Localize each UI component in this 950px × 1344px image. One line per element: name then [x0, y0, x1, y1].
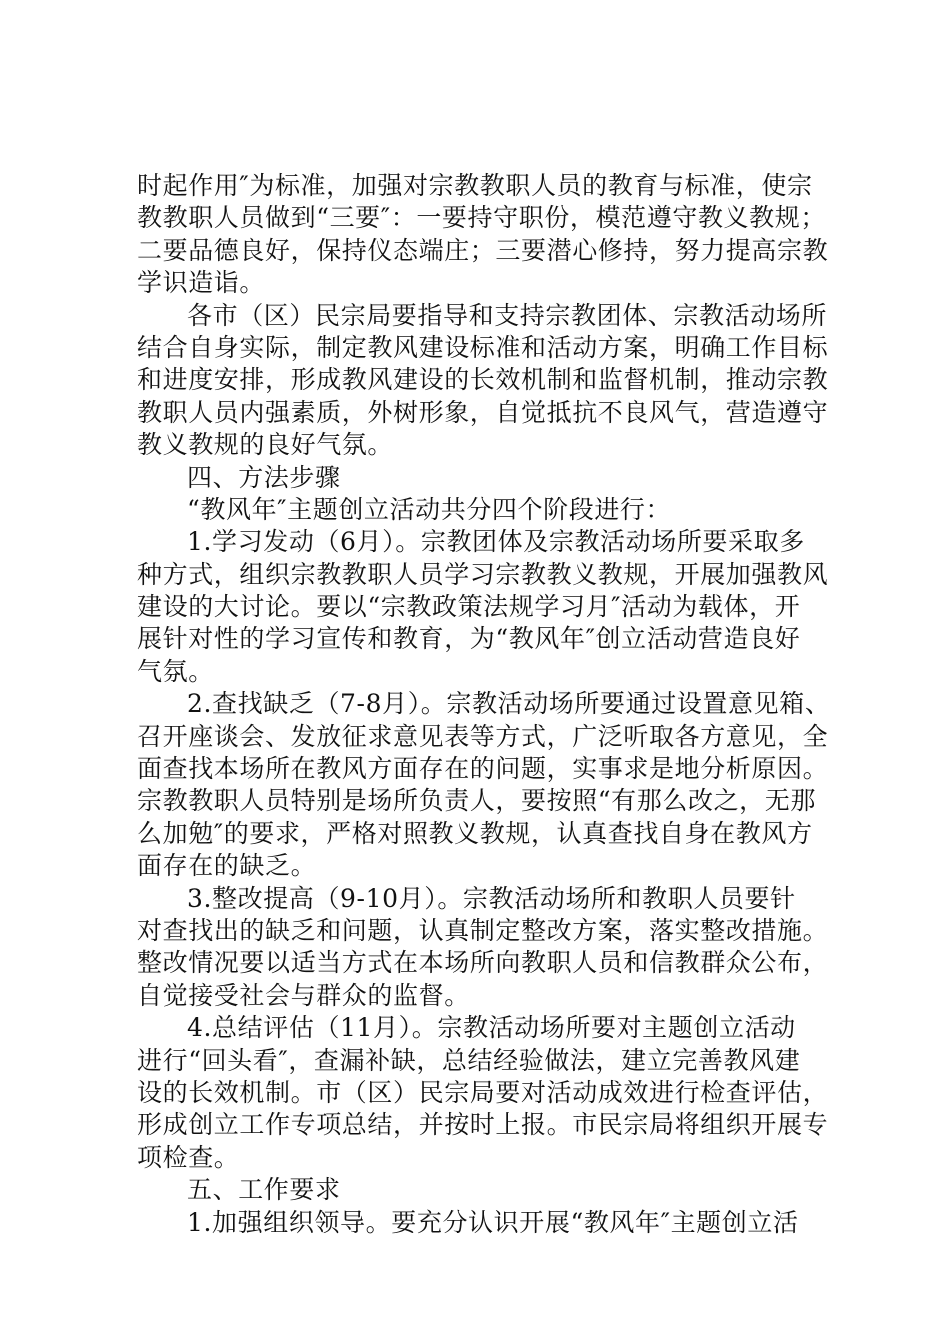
text-line: 么加勉″的要求，严格对照教义教规，认真查找自身在教风方: [137, 818, 813, 848]
text-line: 种方式，组织宗教教职人员学习宗教教义教规，开展加强教风: [137, 559, 829, 589]
text-line: 项检查。: [137, 1142, 240, 1172]
text-line: 教义教规的良好气氛。: [137, 430, 394, 460]
text-line: 进行“回头看″，查漏补缺，总结经验做法，建立完善教风建: [137, 1045, 801, 1075]
text-line: 宗教教职人员特别是场所负责人，要按照“有那么改之，无那: [137, 786, 816, 816]
text-line: 结合自身实际，制定教风建设标准和活动方案，明确工作目标: [137, 332, 829, 362]
text-line: 教教职人员做到“三要″：一要持守职份，模范遵守教义教规；: [137, 203, 826, 233]
text-line: 面存在的缺乏。: [137, 851, 317, 881]
paragraph-first-line: 3.整改提高（9-10月）。宗教活动场所和教职人员要针: [187, 883, 796, 913]
paragraph-first-line: 1.学习发动（6月）。宗教团体及宗教活动场所要采取多: [187, 527, 805, 557]
text-line: 教职人员内强素质，外树形象，自觉抵抗不良风气，营造遵守: [137, 397, 829, 427]
paragraph-first-line: 2.查找缺乏（7-8月）。宗教活动场所要通过设置意见箱、: [187, 689, 831, 719]
text-line: 设的长效机制。市（区）民宗局要对活动成效进行检查评估，: [137, 1077, 829, 1107]
text-line: 形成创立工作专项总结，并按时上报。市民宗局将组织开展专: [137, 1110, 829, 1140]
text-line: 时起作用″为标准，加强对宗教教职人员的教育与标准，使宗: [137, 171, 813, 200]
paragraph-first-line: 五、工作要求: [187, 1175, 341, 1205]
text-line: 建设的大讨论。要以“宗教政策法规学习月″活动为载体，开: [137, 592, 801, 622]
text-line: 召开座谈会、发放征求意见表等方式，广泛听取各方意见，全: [137, 721, 829, 751]
paragraph-first-line: 四、方法步骤: [187, 462, 341, 492]
paragraph-first-line: 各市（区）民宗局要指导和支持宗教团体、宗教活动场所: [187, 300, 828, 330]
document-body: [137, 170, 831, 1239]
text-line: 面查找本场所在教风方面存在的问题，实事求是地分析原因。: [137, 754, 829, 784]
text-line: 和进度安排，形成教风建设的长效机制和监督机制，推动宗教: [137, 365, 829, 395]
text-line: 整改情况要以适当方式在本场所向教职人员和信教群众公布，: [137, 948, 829, 978]
text-line: 自觉接受社会与群众的监督。: [137, 980, 470, 1010]
text-line: 二要品德良好，保持仪态端庄；三要潜心修持，努力提高宗教: [137, 235, 829, 265]
text-line: 展针对性的学习宣传和教育，为“教风年″创立活动营造良好: [137, 624, 801, 654]
text-line: 气氛。: [137, 656, 214, 686]
text-line: 对查找出的缺乏和问题，认真制定整改方案，落实整改措施。: [137, 915, 829, 945]
paragraph-first-line: 4.总结评估（11月）。宗教活动场所要对主题创立活动: [187, 1013, 796, 1043]
paragraph-first-line: 1.加强组织领导。要充分认识开展“教风年″主题创立活: [187, 1207, 799, 1237]
paragraph-first-line: “教风年″主题创立活动共分四个阶段进行：: [187, 494, 672, 524]
text-line: 学识造诣。: [137, 268, 266, 298]
